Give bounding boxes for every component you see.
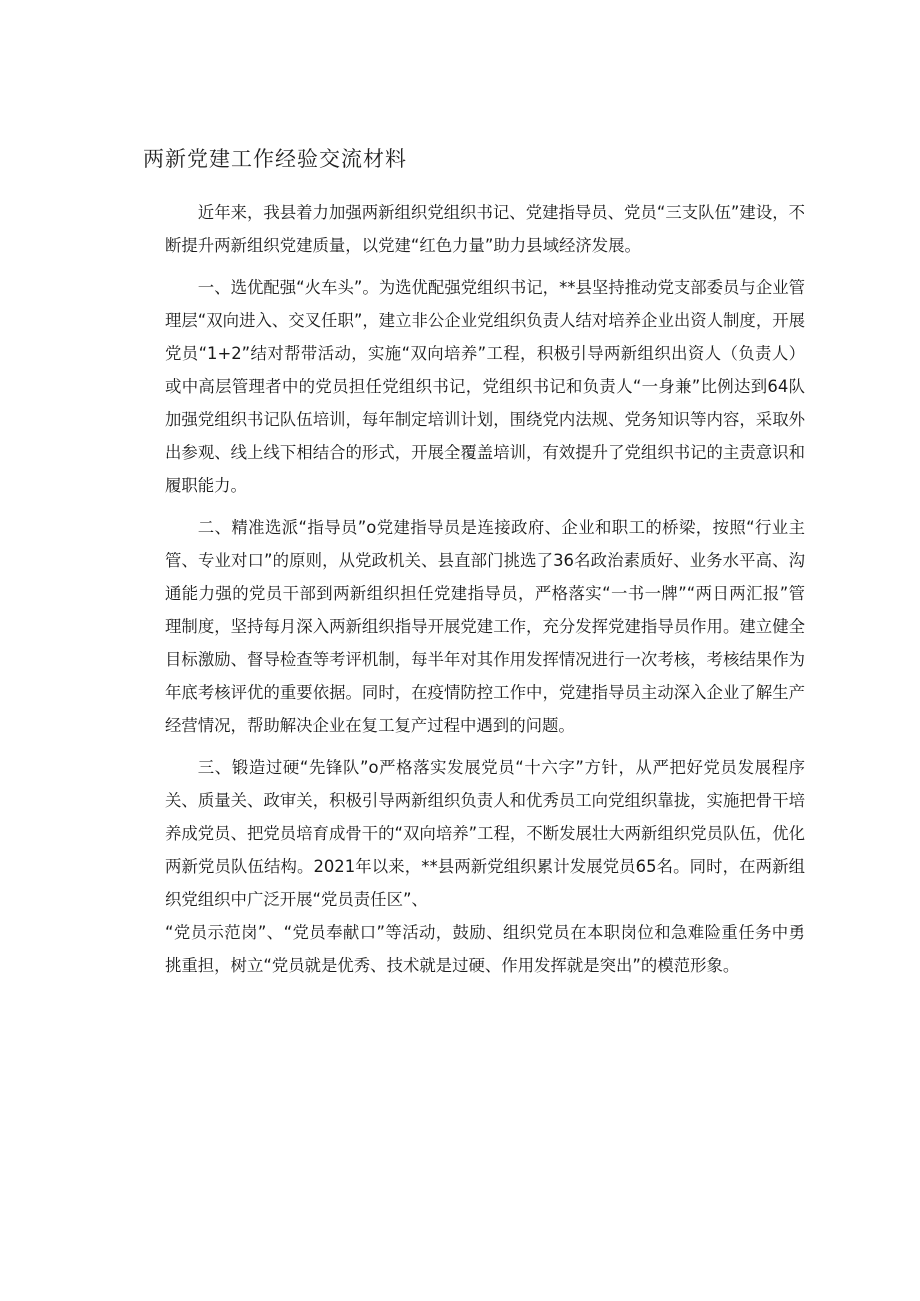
paragraph-section-2: 二、精准选派“指导员”o党建指导员是连接政府、企业和职工的桥梁，按照“行业主管、专业对口”的原则，从党政机关、县直部门挑选了36名政治素质好、业务水平高、沟通能力强的党员干部到两新组织担任党建指导员，严格落实“一书一牌”“两日两汇报”管理制度，坚持每月深入两新组织指导开展党建工作，充分发挥党建指导员作用。建立健全目标激励、督导检查等考评机制，每半年对其作用发挥情况进行一次考核，考核结果作为年底考核评优的重要依据。同时，在疫情防控工作中，党建指导员主动深入企业了解生产经营情况，帮助解决企业在复工复产过程中遇到的问题。 [165,518,805,735]
paragraph-section-1: 一、选优配强“火车头”。为选优配强党组织书记，**县坚持推动党支部委员与企业管理层“双向进入、交叉任职”，建立非公企业党组织负责人结对培养企业出资人制度，开展党员“1+2”结对帮带活动，实施“双向培养”工程，积极引导两新组织出资人（负责人）或中高层管理者中的党员担任党组织书记，党组织书记和负责人“一身兼”比例达到64队加强党组织书记队伍培训，每年制定培训计划，围绕党内法规、党务知识等内容，采取外出参观、线上线下相结合的形式，开展全覆盖培训，有效提升了党组织书记的主责意识和履职能力。 [165,278,805,495]
paragraph-section-3-continued: “党员示范岗”、“党员奉献口”等活动，鼓励、组织党员在本职岗位和急难险重任务中勇挑重担，树立“党员就是优秀、技术就是过硬、作用发挥就是突出”的模范形象。 [165,923,805,975]
document-title: 两新党建工作经验交流材料 [143,147,407,171]
paragraph-intro: 近年来，我县着力加强两新组织党组织书记、党建指导员、党员“三支队伍”建设，不断提升两新组织党建质量，以党建“红色力量”助力县域经济发展。 [165,203,805,255]
paragraph-section-3: 三、锻造过硬“先锋队”o严格落实发展党员“十六字”方针，从严把好党员发展程序关、质量关、政审关，积极引导两新组织负责人和优秀员工向党组织靠拢，实施把骨干培养成党员、把党员培育成骨干的“双向培养”工程，不断发展壮大两新组织党员队伍，优化两新党员队伍结构。2021年以来，**县两新党组织累计发展党员65名。同时，在两新组织党组织中广泛开展“党员责任区”、 [165,758,805,909]
document-body [165,196,805,991]
